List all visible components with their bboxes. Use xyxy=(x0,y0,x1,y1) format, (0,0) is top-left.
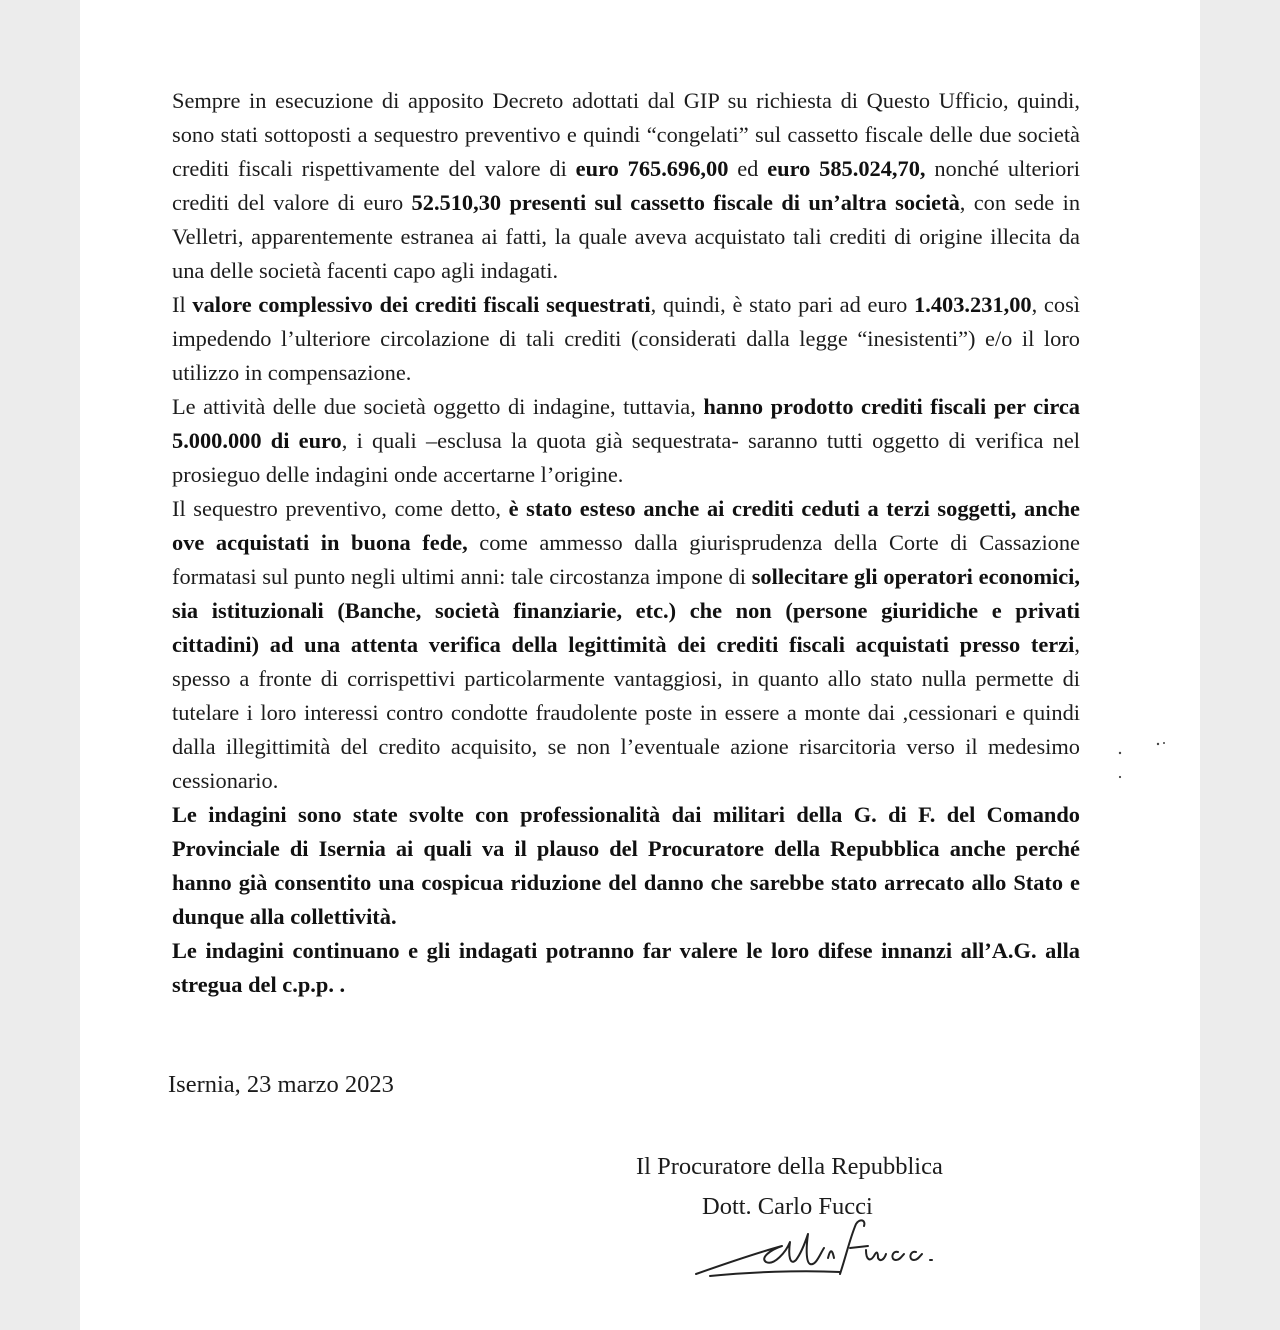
text-span: Sempre in esecuzione di apposito Decreto adottati dal GIP su richiesta di Questo Ufficio, quindi, sono stati sottoposti a sequestro preventivo e quindi “congelati” sul cassetto fiscale delle due società crediti fiscali rispettivamente del valore di xyxy=(172,88,1080,181)
bold-appeal: sollecitare gli operatori economici, sia istituzionali (Banche, società finanziarie, etc.) che non (persone giuridiche e privati cittadini) ad una attenta verifica della legittimità dei crediti fiscali acquistati presso terzi xyxy=(172,564,1080,657)
document-page xyxy=(80,0,1200,1330)
text-span: , spesso a fronte di corrispettivi particolarmente vantaggiosi, in quanto allo stato nulla permette di tutelare i loro interessi contro condotte fraudolente poste in essere a monte dai ,cessionari e quindi dalla illegittimità del credito acquisito, se non l’eventuale azione risarcitoria verso il medesimo cessionario. xyxy=(172,632,1080,793)
bold-amount-1: euro 765.696,00 xyxy=(575,156,729,181)
text-span: Il xyxy=(172,292,193,317)
bold-total-label: valore complessivo dei crediti fiscali sequestrati xyxy=(192,292,651,317)
paragraph-continuation: Le indagini continuano e gli indagati potranno far valere le loro difese innanzi all’A.G. alla stregua del c.p.p. . xyxy=(172,938,1080,997)
paragraph-extension xyxy=(172,492,1080,798)
bold-total-amount: 1.403.231,00 xyxy=(914,292,1032,317)
bold-extension: è stato esteso anche ai crediti ceduti a terzi soggetti, anche ove acquistati in buona fede, xyxy=(172,496,1080,555)
paragraph-activities xyxy=(172,390,1080,492)
text-span: , i quali –esclusa la quota già sequestrata- saranno tutti oggetto di verifica nel prosieguo delle indagini onde accertarne l’origine. xyxy=(172,428,1080,487)
scan-specks xyxy=(1110,735,1170,795)
document-date: Isernia, 23 marzo 2023 xyxy=(168,1071,394,1098)
text-span: Le attività delle due società oggetto di indagine, tuttavia, xyxy=(172,394,704,419)
bold-credits-produced: hanno prodotto crediti fiscali per circa 5.000.000 di euro xyxy=(172,394,1080,453)
signatory-name: Dott. Carlo Fucci xyxy=(702,1193,873,1220)
text-span: nonché ulteriori crediti del valore di euro xyxy=(172,156,1080,215)
text-span: come ammesso dalla giurisprudenza della Corte di Cassazione formatasi sul punto negli ultimi anni: tale circostanza impone di xyxy=(172,530,1080,589)
bold-amount-3: 52.510,30 presenti sul cassetto fiscale di un’altra società xyxy=(411,190,960,215)
text-span: ed xyxy=(728,156,768,181)
text-span: Il sequestro preventivo, come detto, xyxy=(172,496,509,521)
signatory-title: Il Procuratore della Repubblica xyxy=(636,1153,943,1180)
paragraph-total-value xyxy=(172,288,1080,390)
text-span: , con sede in Velletri, apparentemente estranea ai fatti, la quale aveva acquistato tali crediti di origine illecita da una delle società facenti capo agli indagati. xyxy=(172,190,1081,283)
document-body xyxy=(172,84,1080,1002)
paragraph-investigations: Le indagini sono state svolte con professionalità dai militari della G. di F. del Comando Provinciale di Isernia ai quali va il plauso del Procuratore della Repubblica anche perché hanno già consentito una cospicua riduzione del danno che sarebbe stato arrecato allo Stato e dunque alla collettività. xyxy=(172,802,1080,929)
bold-amount-2: euro 585.024,70, xyxy=(767,156,926,181)
handwritten-signature xyxy=(690,1212,950,1288)
paragraph-seizure-details xyxy=(172,84,1080,288)
text-span: , quindi, è stato pari ad euro xyxy=(650,292,915,317)
text-span: , così impedendo l’ulteriore circolazione di tali crediti (considerati dalla legge “inesistenti”) e/o il loro utilizzo in compensazione. xyxy=(172,292,1081,385)
